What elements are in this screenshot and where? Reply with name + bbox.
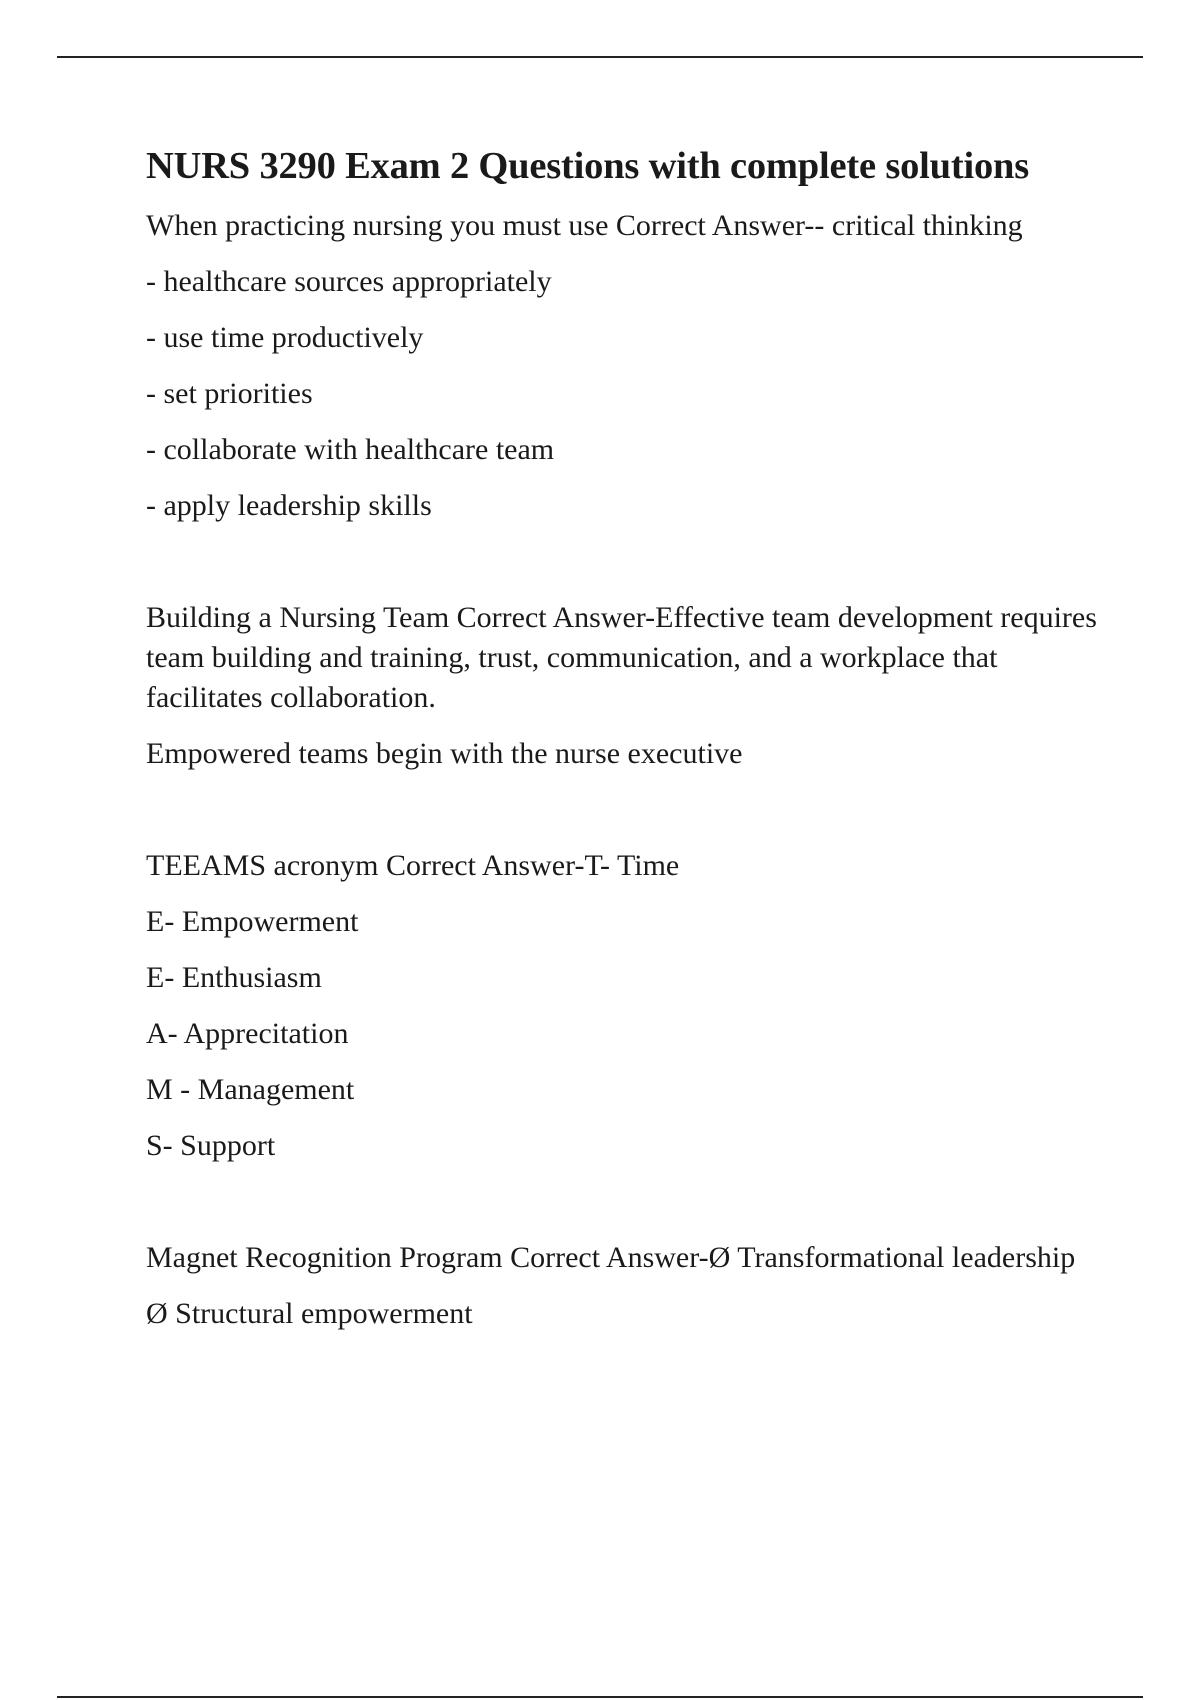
answer-line: Empowered teams begin with the nurse executive	[146, 737, 743, 770]
answer-line: S- Support	[146, 1129, 276, 1162]
question-line: When practicing nursing you must use Correct Answer-- critical thinking	[146, 209, 1023, 242]
answer-line: - healthcare sources appropriately	[146, 265, 552, 298]
answer-line: - set priorities	[146, 377, 313, 410]
answer-line: M - Management	[146, 1073, 355, 1106]
answer-line: E- Enthusiasm	[146, 961, 322, 994]
footer-rule	[57, 1696, 1143, 1698]
answer-line: - collaborate with healthcare team	[146, 433, 555, 466]
answer-line: E- Empowerment	[146, 905, 359, 938]
header-rule	[57, 56, 1143, 58]
question-line: Building a Nursing Team Correct Answer-Effective team development requires team building and training, trust, communication, and a workplace that facilitates collaboration.	[146, 601, 1097, 714]
answer-line: Ø Structural empowerment	[146, 1297, 473, 1330]
question-line: Magnet Recognition Program Correct Answer-Ø Transformational leadership	[146, 1241, 1076, 1274]
answer-line: - apply leadership skills	[146, 489, 432, 522]
answer-line: A- Apprecitation	[146, 1017, 349, 1050]
qa-entry-teeams-acronym	[146, 846, 1106, 1166]
qa-entry-nursing-team	[146, 598, 1106, 774]
qa-entry-critical-thinking	[146, 206, 1106, 526]
document-title: NURS 3290 Exam 2 Questions with complete solutions	[146, 145, 1030, 187]
qa-entry-magnet-program	[146, 1238, 1106, 1334]
document-body	[146, 140, 1106, 1350]
answer-line: - use time productively	[146, 321, 424, 354]
question-line: TEEAMS acronym Correct Answer-T- Time	[146, 849, 680, 882]
